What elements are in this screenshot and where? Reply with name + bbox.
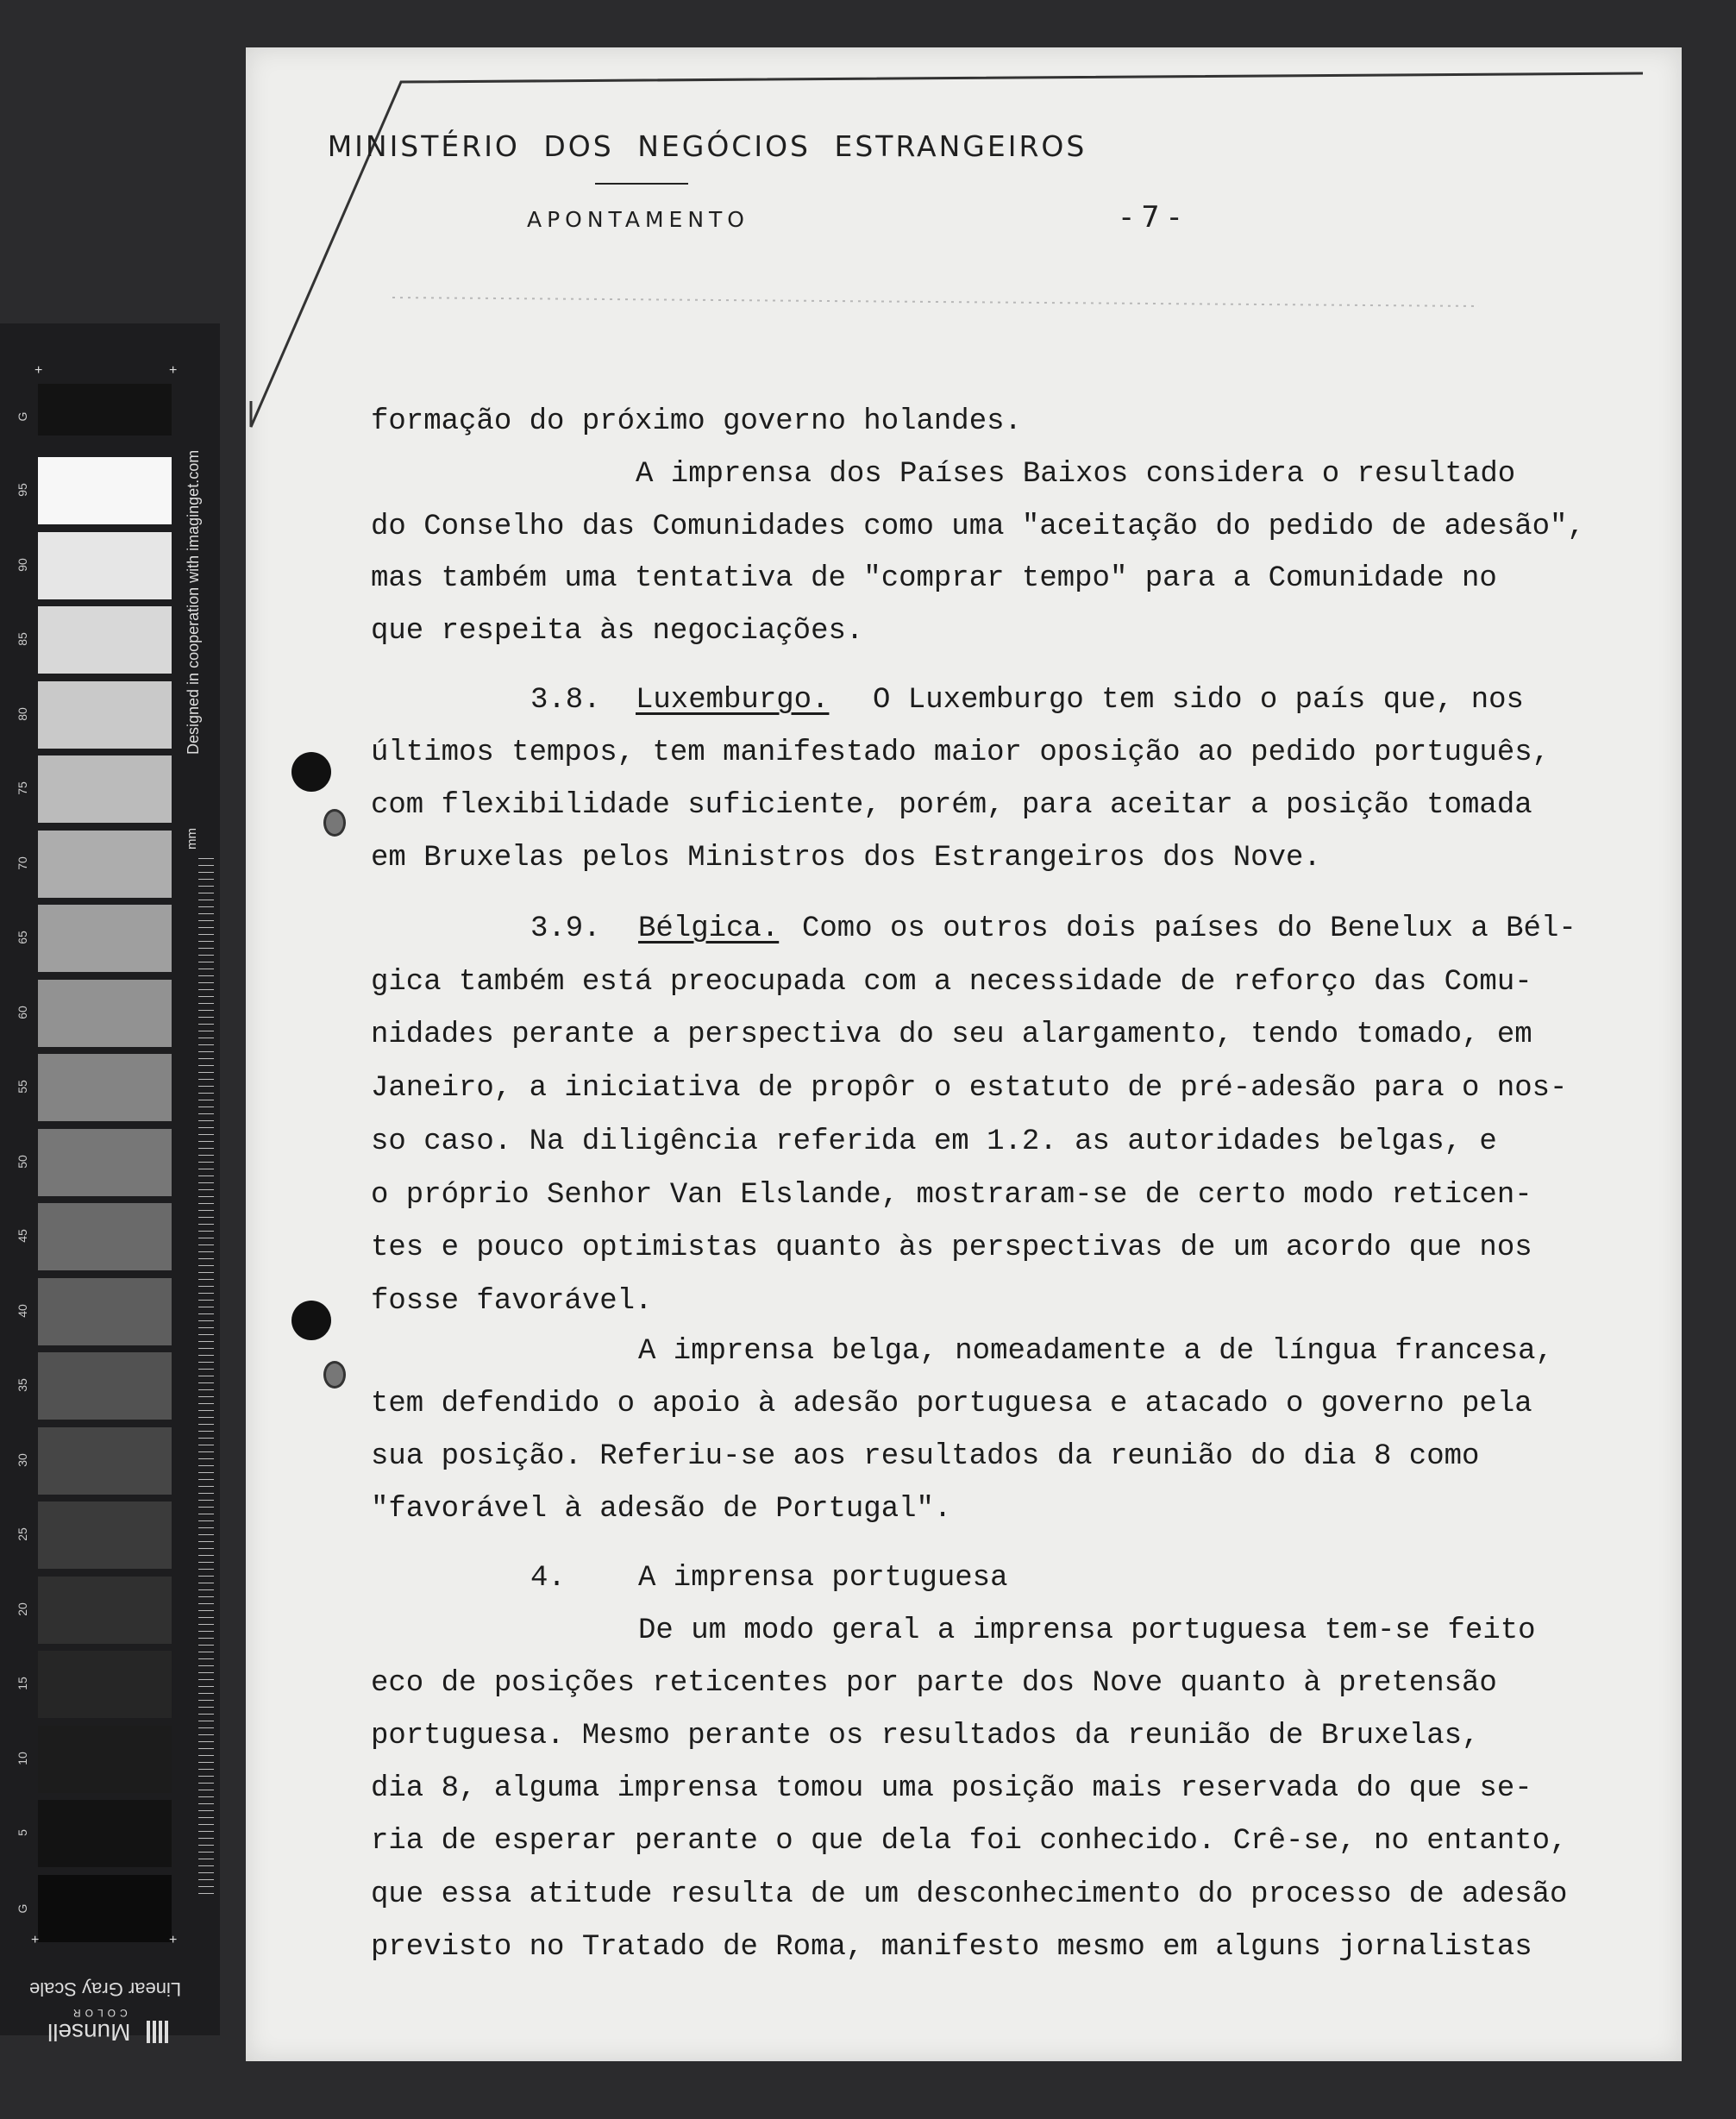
text-line: A imprensa dos Países Baixos considera o resultado (636, 458, 1516, 491)
punch-mark (323, 809, 346, 837)
text-line: do Conselho das Comunidades como uma "aceitação do pedido de adesão", (371, 511, 1585, 543)
scale-level: 70 (16, 856, 29, 870)
swatch (38, 1800, 172, 1867)
scale-level: 10 (16, 1752, 29, 1765)
text-line: ria de esperar perante o que dela foi conhecido. Crê-se, no entanto, (371, 1825, 1568, 1858)
text-line: "favorável à adesão de Portugal". (371, 1493, 952, 1526)
text-line: nidades perante a perspectiva do seu alargamento, tendo tomado, em (371, 1019, 1532, 1051)
text-line: Como os outros dois países do Benelux a Bél- (802, 912, 1576, 945)
card-brand: Munsell (47, 2019, 131, 2046)
plus-mark: + (169, 363, 178, 378)
scale-level: 25 (16, 1527, 29, 1541)
text-line: dia 8, alguma imprensa tomou uma posição mais reservada do que se- (371, 1772, 1532, 1805)
text-line: últimos tempos, tem manifestado maior oposição ao pedido português, (371, 737, 1551, 769)
scale-level: 15 (16, 1677, 29, 1690)
card-credit: Designed in cooperation with imaginget.com (185, 449, 202, 755)
scale-level: 80 (16, 707, 29, 721)
gray-scale-card (0, 323, 220, 2046)
scale-level: 20 (16, 1602, 29, 1616)
scale-level: 60 (16, 1006, 29, 1019)
text-line: portuguesa. Mesmo perante os resultados da reunião de Bruxelas, (371, 1720, 1480, 1752)
plus-mark: + (34, 363, 43, 378)
swatch (38, 905, 172, 972)
scale-level: 50 (16, 1155, 29, 1169)
text-line: previsto no Tratado de Roma, manifesto mesmo em alguns jornalistas (371, 1931, 1532, 1964)
plus-mark: + (31, 1933, 40, 1947)
swatch (38, 1054, 172, 1121)
scale-level: 35 (16, 1378, 29, 1392)
text-line: De um modo geral a imprensa portuguesa tem-se feito (638, 1614, 1536, 1647)
heading-rule (595, 183, 688, 185)
document-page (246, 47, 1682, 2061)
section-number: 3.8. (530, 684, 601, 717)
scale-level: 75 (16, 781, 29, 795)
section-title-luxemburgo: Luxemburgo. (636, 684, 830, 717)
page-number: - 7 - (1121, 200, 1180, 235)
ruler-unit: mm (185, 828, 199, 849)
swatch (38, 1427, 172, 1495)
text-line: Janeiro, a iniciativa de propôr o estatuto de pré-adesão para o nos- (371, 1072, 1568, 1105)
section-number: 4. (530, 1562, 566, 1595)
swatch (38, 980, 172, 1047)
swatch (38, 457, 172, 524)
scale-bottom-label: G (16, 1903, 29, 1914)
text-line: so caso. Na diligência referida em 1.2. as autoridades belgas, e (371, 1125, 1497, 1158)
swatch (38, 755, 172, 823)
swatch (38, 532, 172, 599)
text-line: A imprensa belga, nomeadamente a de língua francesa, (638, 1335, 1553, 1368)
text-line: O Luxemburgo tem sido o país que, nos (873, 684, 1524, 717)
scale-level: 85 (16, 632, 29, 646)
text-line: gica também está preocupada com a necessidade de reforço das Comu- (371, 966, 1532, 999)
card-title: Linear Gray Scale (29, 1978, 182, 2000)
text-line: mas também uma tentativa de "comprar tempo" para a Comunidade no (371, 562, 1497, 595)
text-line: com flexibilidade suficiente, porém, para aceitar a posição tomada (371, 789, 1532, 822)
plus-mark: + (169, 1933, 178, 1947)
letterhead-frame (246, 47, 1682, 2061)
swatch (38, 831, 172, 898)
swatch (38, 1651, 172, 1718)
scale-top-label: G (16, 411, 29, 422)
swatch (38, 1501, 172, 1569)
section-number: 3.9. (530, 912, 601, 945)
section-title-imprensa: A imprensa portuguesa (638, 1562, 1008, 1595)
swatch (38, 1129, 172, 1196)
text-line: sua posição. Referiu-se aos resultados da reunião do dia 8 como (371, 1440, 1480, 1473)
swatch (38, 1278, 172, 1345)
scale-level: 95 (16, 483, 29, 497)
text-line: o próprio Senhor Van Elslande, mostraram-se de certo modo reticen- (371, 1179, 1532, 1212)
swatch (38, 1577, 172, 1644)
text-line: que respeita às negociações. (371, 615, 864, 648)
text-line: tes e pouco optimistas quanto às perspectivas de um acordo que nos (371, 1232, 1532, 1264)
text-line: em Bruxelas pelos Ministros dos Estrangeiros dos Nove. (371, 842, 1321, 875)
text-line: que essa atitude resulta de um desconhecimento do processo de adesão (371, 1878, 1568, 1911)
text-line: fosse favorável. (371, 1285, 653, 1318)
text-line: formação do próximo governo holandes. (371, 405, 1022, 438)
swatch (38, 1875, 172, 1942)
mm-ruler (198, 858, 214, 1897)
document-type: APONTAMENTO (526, 207, 749, 232)
section-title-belgica: Bélgica. (638, 912, 780, 945)
punch-hole (291, 752, 331, 792)
swatch (38, 681, 172, 749)
swatch (38, 1352, 172, 1420)
scale-level: 45 (16, 1229, 29, 1243)
text-line: eco de posições reticentes por parte dos Nove quanto à pretensão (371, 1667, 1497, 1700)
scale-level: 90 (16, 558, 29, 572)
scale-level: 5 (16, 1829, 29, 1836)
brand-logo-icon (147, 2021, 169, 2043)
swatch (38, 1726, 172, 1793)
scale-level: 40 (16, 1304, 29, 1318)
punch-hole (291, 1301, 331, 1340)
swatch (38, 384, 172, 436)
scale-level: 65 (16, 931, 29, 944)
text-line: tem defendido o apoio à adesão portuguesa e atacado o governo pela (371, 1388, 1532, 1420)
ministry-heading: MINISTÉRIO DOS NEGÓCIOS ESTRANGEIROS (327, 129, 1087, 163)
scale-level: 55 (16, 1080, 29, 1094)
swatch (38, 1203, 172, 1270)
swatch (38, 606, 172, 674)
scale-level: 30 (16, 1453, 29, 1467)
card-brand-sub: COLOR (69, 2007, 128, 2019)
punch-mark (323, 1361, 346, 1389)
